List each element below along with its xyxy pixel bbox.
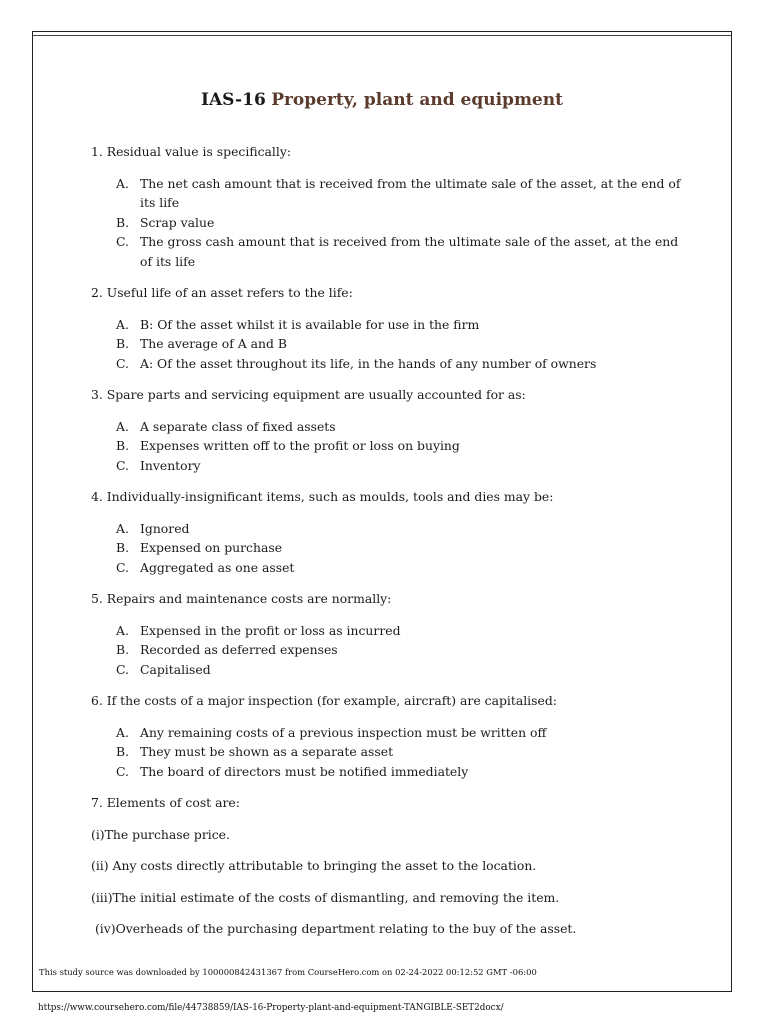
- option: [91, 174, 691, 213]
- option: [91, 519, 691, 539]
- option: [91, 621, 691, 641]
- option: [91, 640, 691, 660]
- question-6: 6. If the costs of a major inspection (for example, aircraft) are capitalised:: [91, 693, 557, 708]
- question-1: 1. Residual value is specifically:: [91, 144, 292, 159]
- option: [91, 232, 691, 271]
- question-6-options: [91, 723, 691, 782]
- document-title: [33, 90, 731, 110]
- option-letter: B.: [116, 540, 130, 555]
- option: [91, 354, 691, 374]
- top-rule: [33, 35, 731, 36]
- option: [91, 456, 691, 476]
- option-letter: A.: [116, 418, 129, 434]
- option: [91, 436, 691, 456]
- question-4-options: [91, 519, 691, 578]
- option-text: Expensed in the profit or loss as incurred: [140, 622, 401, 638]
- question-4: 4. Individually-insignificant items, such as moulds, tools and dies may be:: [91, 489, 554, 504]
- option: [91, 334, 691, 354]
- option-text: They must be shown as a separate asset: [140, 744, 394, 759]
- option-letter: B.: [116, 642, 130, 657]
- option-text: Scrap value: [140, 214, 215, 230]
- question-5-options: [91, 621, 691, 680]
- option-text: B: Of the asset whilst it is available for use in the firm: [140, 316, 480, 332]
- option: [91, 213, 691, 233]
- question-2: 2. Useful life of an asset refers to the life:: [91, 285, 353, 300]
- option: [91, 558, 691, 578]
- title-code: IAS-16: [201, 90, 266, 110]
- option-letter: C.: [116, 355, 129, 371]
- option-text: A separate class of fixed assets: [140, 418, 336, 434]
- option-letter: A.: [116, 316, 129, 332]
- option-letter: A.: [116, 622, 129, 638]
- option-letter: C.: [116, 661, 129, 677]
- cost-element: (iii)The initial estimate of the costs of dismantling, and removing the item.: [91, 889, 560, 905]
- option-text: Inventory: [140, 457, 201, 473]
- option-letter: B.: [116, 744, 130, 759]
- cost-element: (i)The purchase price.: [91, 826, 230, 842]
- option-text: Expensed on purchase: [140, 540, 283, 555]
- option-letter: A.: [116, 175, 129, 191]
- option-letter: B.: [116, 214, 130, 230]
- option-text: The board of directors must be notified immediately: [140, 763, 469, 779]
- option: [91, 723, 691, 743]
- title-text: Property, plant and equipment: [271, 90, 563, 110]
- option-text: The net cash amount that is received from the ultimate sale of the asset, at the end of its life: [140, 175, 681, 210]
- question-7: 7. Elements of cost are:: [91, 795, 240, 810]
- question-2-options: [91, 315, 691, 374]
- option: [91, 660, 691, 680]
- option-text: Capitalised: [140, 661, 211, 677]
- source-url[interactable]: https://www.coursehero.com/file/44738859/IAS-16-Property-plant-and-equipment-TANGIBLE-SET2docx/: [38, 1003, 504, 1013]
- option-text: The gross cash amount that is received from the ultimate sale of the asset, at the end of its life: [140, 234, 679, 269]
- option-text: Recorded as deferred expenses: [140, 642, 338, 657]
- cost-element: (ii) Any costs directly attributable to bringing the asset to the location.: [91, 858, 537, 873]
- option-letter: C.: [116, 234, 129, 249]
- option-text: The average of A and B: [140, 336, 287, 351]
- document-page: [32, 31, 732, 992]
- cost-element: (iv)Overheads of the purchasing department relating to the buy of the asset.: [91, 921, 577, 936]
- option-text: Aggregated as one asset: [140, 559, 295, 575]
- option-letter: A.: [116, 724, 129, 740]
- option-letter: C.: [116, 763, 129, 779]
- question-list: [91, 142, 691, 951]
- option: [91, 417, 691, 437]
- option-letter: B.: [116, 336, 130, 351]
- question-3-options: [91, 417, 691, 476]
- option-text: Expenses written off to the profit or loss on buying: [140, 438, 460, 453]
- option: [91, 538, 691, 558]
- question-1-options: [91, 174, 691, 272]
- option-letter: A.: [116, 520, 129, 536]
- question-5: 5. Repairs and maintenance costs are normally:: [91, 591, 392, 606]
- option: [91, 742, 691, 762]
- option: [91, 315, 691, 335]
- option-letter: C.: [116, 457, 129, 473]
- option-text: Ignored: [140, 520, 190, 536]
- option: [91, 762, 691, 782]
- option-letter: C.: [116, 559, 129, 575]
- option-text: Any remaining costs of a previous inspection must be written off: [140, 724, 547, 740]
- download-notice: This study source was downloaded by 100000842431367 from CourseHero.com on 02-24-2022 00:12:52 GMT -06:00: [39, 967, 537, 977]
- question-3: 3. Spare parts and servicing equipment are usually accounted for as:: [91, 387, 526, 402]
- option-text: A: Of the asset throughout its life, in the hands of any number of owners: [140, 355, 597, 371]
- option-letter: B.: [116, 438, 130, 453]
